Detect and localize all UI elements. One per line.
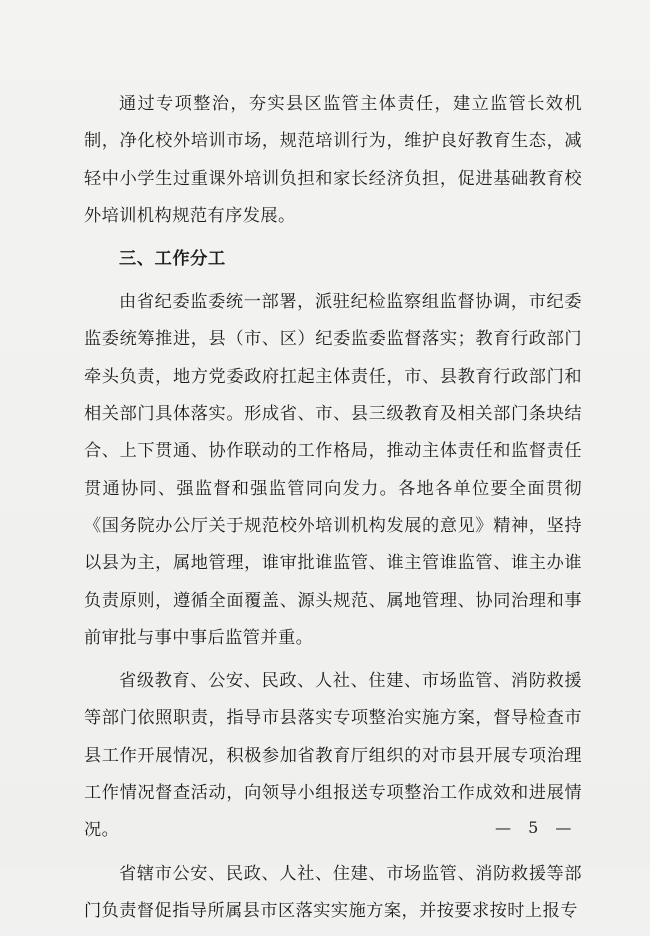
section-paragraph-1: 由省纪委监委统一部署，派驻纪检监察组监督协调，市纪委监委统筹推进，县（市、区）纪委监委监督落实；教育行政部门牵头负责，地方党委政府扛起主体责任，市、县教育行政部门和相关部门具体落实。形成省、市、县三级教育及相关部门条块结合、上下贯通、协作联动的工作格局，推动主体责任和监督责任贯通协同、强监督和强监管同向发力。各地各单位要全面贯彻《国务院办公厅关于规范校外培训机构发展的意见》精神，坚持以县为主，属地管理，谁审批谁监管、谁主管谁监管、谁主办谁负责原则，遵循全面覆盖、源头规范、属地管理、协同治理和事前审批与事中事后监管并重。 [84,292,582,648]
section-paragraph-2: 省级教育、公安、民政、人社、住建、市场监管、消防救援等部门依照职责，指导市县落实专项整治实施方案，督导检查市县工作开展情况，积极参加省教育厅组织的对市县开展专项治理工作情况督查活动，向领导小组报送专项整治工作成效和进展情况。 [84,671,582,841]
section-paragraph-3: 省辖市公安、民政、人社、住建、市场监管、消防救援等部门负责督促指导所属县市区落实实施方案，并按要求按时上报专 [84,863,582,921]
page-number: — 5 — [495,818,578,837]
section-heading: 三、工作分工 [119,249,226,270]
document-body [84,86,582,936]
intro-paragraph: 通过专项整治，夯实县区监管主体责任，建立监管长效机制，净化校外培训市场，规范培训行为，维护良好教育生态，减轻中小学生过重课外培训负担和家长经济负担，促进基础教育校外培训机构规范有序发展。 [84,94,582,226]
